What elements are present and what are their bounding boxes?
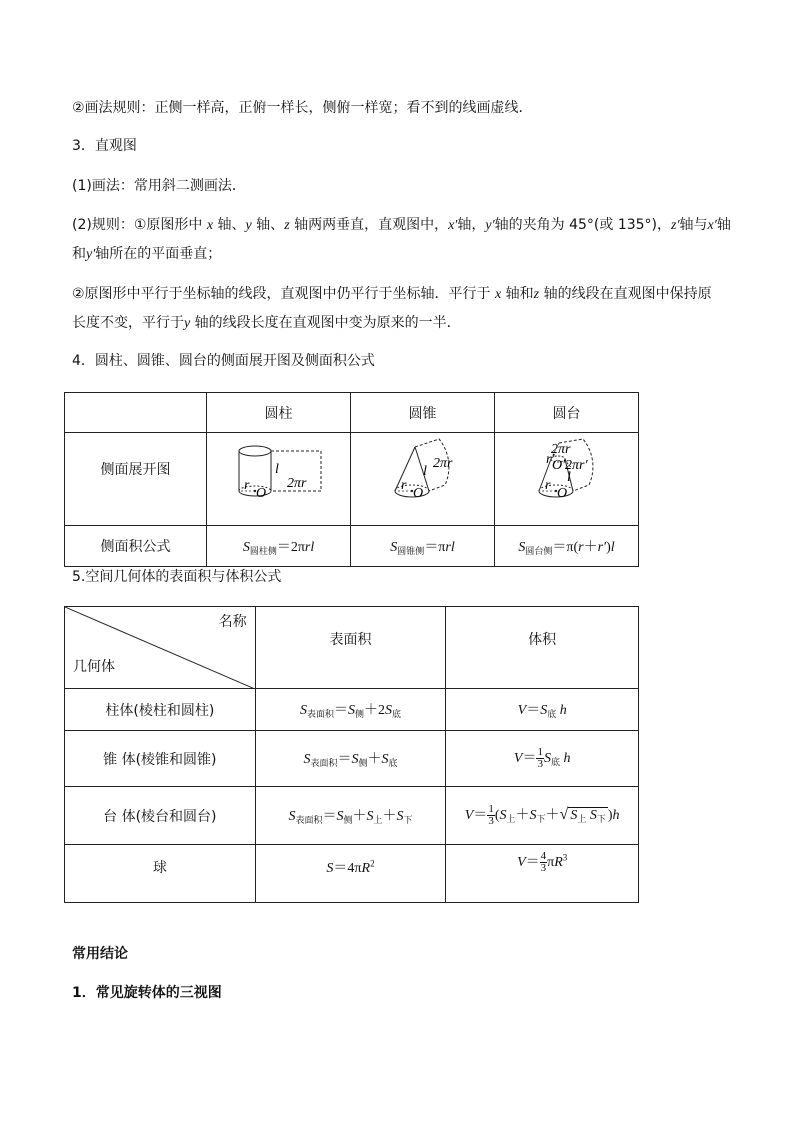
heading-common-conclusions: 常用结论	[72, 946, 128, 962]
table1-header-cylinder: 圆柱	[207, 393, 351, 433]
pyramid-volume-formula: V＝ $\frac{1}{3}$ $S_底$ h	[446, 731, 639, 787]
sphere-surface-formula: $S=4\pi R^2$	[255, 845, 446, 903]
table2-header-surface: 表面积	[255, 607, 446, 689]
fraction-four-thirds: $\frac{4}{3}$	[540, 850, 547, 875]
table1-row-formula-label: 侧面积公式	[65, 526, 207, 567]
cylinder-figure-cell	[207, 433, 351, 526]
table2-header-volume: 体积	[446, 607, 639, 689]
frustum-figure-cell	[495, 433, 639, 526]
paragraph-method: (1)画法：常用斜二测画法．	[72, 178, 246, 194]
cylinder-l-label: l	[274, 462, 279, 477]
sqrt-sign: √	[559, 805, 569, 823]
frustum-o-prime-label: O′	[551, 458, 565, 473]
heading-three-views-rotational: 1．常见旋转体的三视图	[72, 985, 222, 1001]
pyramid-surface-formula: $S_{表面积}=S_侧+S_底$	[255, 731, 446, 787]
prism-volume-formula: $V=S_底$ h	[446, 689, 639, 731]
cylinder-unfolded-figure	[209, 433, 349, 521]
cylinder-o-label: O	[255, 486, 266, 501]
cone-unfolded-figure	[353, 433, 493, 521]
table2-row-sphere-label: 球	[65, 845, 256, 903]
table2-corner-name: 名称	[218, 614, 247, 630]
table1-header-cone: 圆锥	[351, 393, 495, 433]
frustum-r-prime-label: r′	[545, 452, 555, 467]
fraction-one-third: $\frac{1}{3}$	[537, 746, 543, 771]
prism-surface-formula: $S_{表面积}=S_侧+2S_底$	[255, 689, 446, 731]
fraction-one-third: $\frac{1}{3}$	[488, 803, 494, 828]
table2-corner-cell	[65, 607, 256, 689]
heading-intuitive-diagram: 3．直观图	[72, 138, 137, 154]
frustum-r-label: r	[544, 478, 550, 493]
table1-corner	[65, 393, 207, 433]
paragraph-drawing-rule: ②画法规则：正侧一样高，正俯一样长，侧俯一样宽；看不到的线画虚线．	[72, 100, 533, 116]
cone-figure-cell	[351, 433, 495, 526]
table1-row-unfolded-label: 侧面展开图	[65, 433, 207, 526]
heading-lateral-area: 4．圆柱、圆锥、圆台的侧面展开图及侧面积公式	[72, 353, 375, 369]
cone-l-label: l	[422, 464, 427, 479]
frustum-unfolded-figure	[497, 433, 637, 521]
surface-volume-table	[64, 606, 639, 903]
frustum-2pir-label: 2πr	[550, 442, 570, 457]
sqrt-radicand: $S_上$ $S_下$	[570, 807, 606, 825]
cylinder-2pir-label: 2πr	[286, 476, 307, 491]
frustum-lateral-formula: $S_{圆台侧}=\pi(r+r')l$	[495, 526, 639, 567]
frustum-volume-formula: V＝ $\frac{1}{3}$ ($S_上+S_下+√$ $S_上$ $S_下$ )h	[446, 787, 639, 845]
heading-surface-volume: 5.空间几何体的表面积与体积公式	[72, 569, 282, 585]
cone-lateral-formula: $S_{圆锥侧}=\pi rl$	[351, 526, 495, 567]
frustum-2pir-prime-label: 2πr′	[564, 458, 588, 473]
frustum-l-label: l	[566, 470, 571, 485]
lateral-area-table	[64, 392, 639, 567]
table2-row-prism-label: 柱体(棱柱和圆柱)	[65, 689, 256, 731]
cone-o-label: O	[412, 486, 423, 501]
paragraph-rules-1: (2)规则：①原图形中 x 轴、y 轴、z 轴两两垂直，直观图中，x′轴，y′轴的夹角为 45°(或 135°)，z′轴与x′轴 和y′轴所在的平面垂直；	[72, 217, 731, 262]
frustum-o-label: O	[556, 486, 567, 501]
table1-header-frustum: 圆台	[495, 393, 639, 433]
table2-corner-solid: 几何体	[73, 659, 115, 675]
table2-row-pyramid-label: 锥 体(棱锥和圆锥)	[65, 731, 256, 787]
cylinder-r-label: r	[243, 478, 249, 493]
cone-2pir-label: 2πr	[432, 456, 452, 471]
table2-row-frustum-label: 台 体(棱台和圆台)	[65, 787, 256, 845]
paragraph-rules-2: ②原图形中平行于坐标轴的线段，直观图中仍平行于坐标轴．平行于 x 轴和z 轴的线段在直观图中保持原 长度不变，平行于y 轴的线段长度在直观图中变为原来的一半．	[72, 286, 712, 331]
cylinder-lateral-formula: $S_{圆柱侧}=2\pi rl$	[207, 526, 351, 567]
cone-r-label: r	[400, 478, 406, 493]
sphere-volume-formula: V＝ $\frac{4}{3}$ $\pi R^3$	[446, 845, 639, 903]
frustum-surface-formula: $S_{表面积}=S_侧+S_上+S_下$	[255, 787, 446, 845]
